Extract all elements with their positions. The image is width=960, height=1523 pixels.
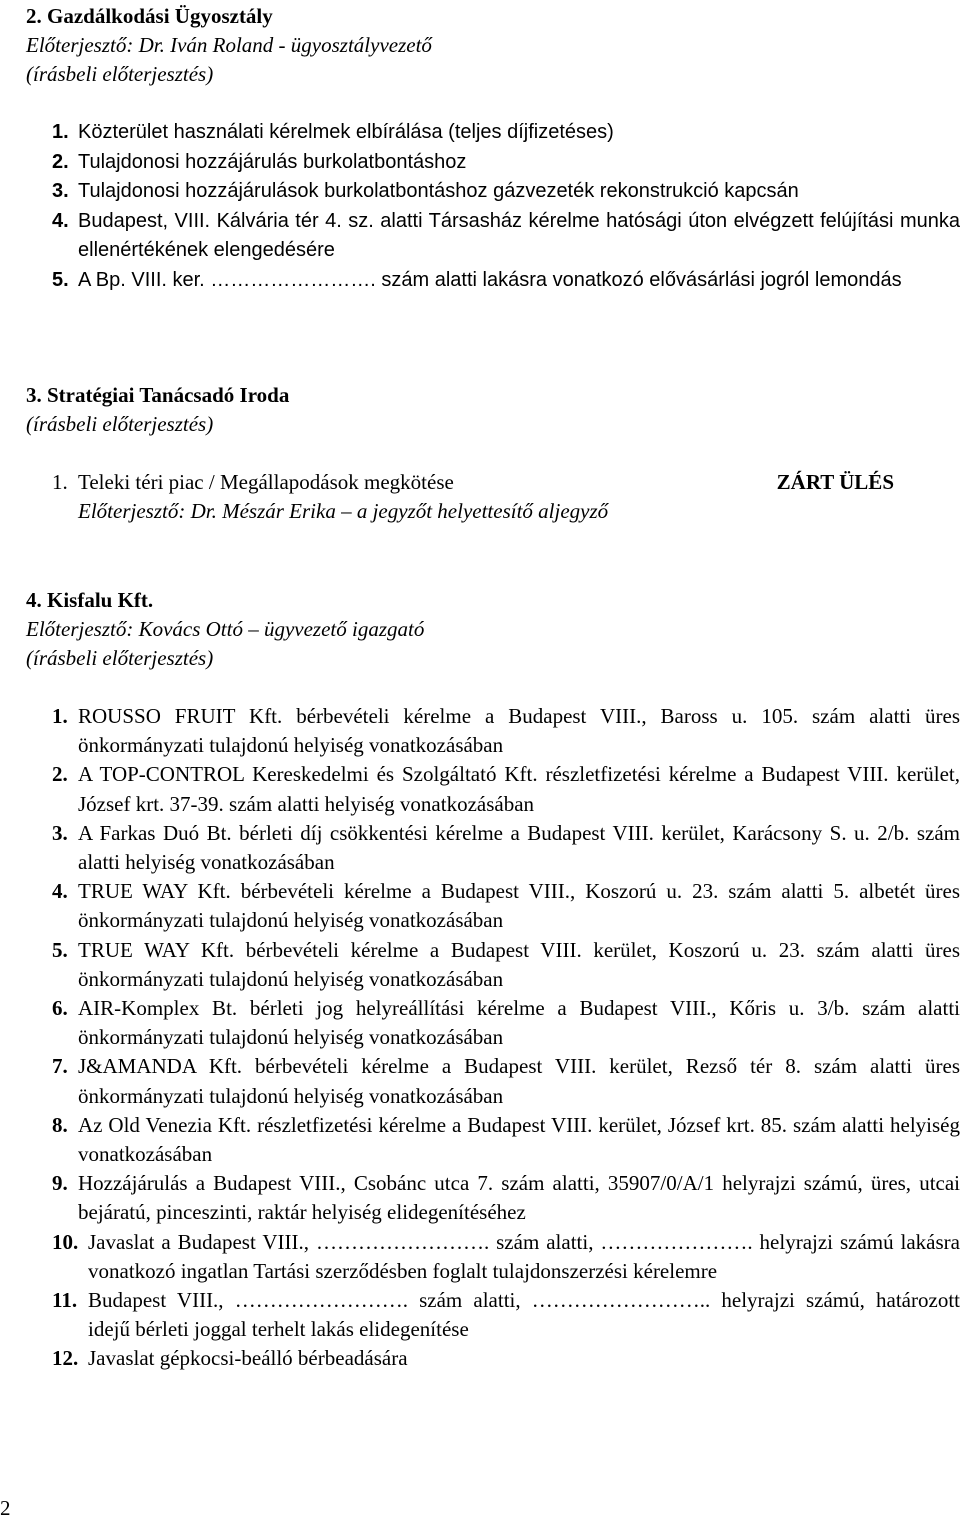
list-item bbox=[26, 1169, 960, 1227]
section-4-header bbox=[26, 586, 960, 673]
item-text: Közterület használati kérelmek elbírálása (teljes díjfizetéses) bbox=[78, 121, 614, 143]
item-number: 1. bbox=[52, 470, 68, 494]
item-number: 12. bbox=[52, 1346, 79, 1371]
item-text: Tulajdonosi hozzájárulás burkolatbontáshoz bbox=[78, 150, 467, 173]
item-text: ROUSSO FRUIT Kft. bérbevételi kérelme a Budapest VIII., Baross u. 105. szám alatti üres önkormányzati tulajdonú helyiség vonatkozásában bbox=[78, 704, 960, 758]
list-item bbox=[26, 1111, 960, 1169]
item-number: 7. bbox=[52, 1054, 68, 1079]
section-2-presenter: Előterjesztő: Dr. Iván Roland - ügyosztályvezető bbox=[26, 33, 432, 57]
item-row bbox=[78, 468, 960, 497]
closed-session-badge: ZÁRT ÜLÉS bbox=[776, 470, 894, 494]
item-number: 2. bbox=[52, 762, 68, 787]
item-text: Hozzájárulás a Budapest VIII., Csobánc utca 7. szám alatti, 35907/0/A/1 helyrajzi számú, üres, utcai bejáratú, pinceszinti, raktár helyiség elidegenítéséhez bbox=[78, 1171, 960, 1225]
item-number: 1. bbox=[52, 704, 68, 728]
item-number: 2. bbox=[52, 150, 69, 173]
item-text: Budapest, VIII. Kálvária tér 4. sz. alatti Társasház kérelme hatósági úton elvégzett felújítási munka ellenértékének elengedésére bbox=[78, 209, 960, 261]
list-item bbox=[26, 118, 960, 148]
list-item bbox=[26, 1228, 960, 1286]
list-item bbox=[26, 1344, 960, 1373]
section-4-presenter: Előterjesztő: Kovács Ottó – ügyvezető igazgató bbox=[26, 617, 425, 641]
section-3-title: 3. Stratégiai Tanácsadó Iroda bbox=[26, 383, 290, 407]
item-number: 3. bbox=[52, 180, 69, 202]
list-item bbox=[26, 819, 960, 877]
list-item bbox=[26, 702, 960, 760]
item-number: 11. bbox=[52, 1288, 78, 1313]
item-number: 8. bbox=[52, 1112, 68, 1137]
list-item bbox=[26, 148, 960, 178]
list-item bbox=[26, 877, 960, 935]
section-4-title: 4. Kisfalu Kft. bbox=[26, 588, 154, 612]
list-item bbox=[26, 936, 960, 994]
item-text: A Farkas Duó Bt. bérleti díj csökkentési kérelme a Budapest VIII. kerület, Karácsony S. u. 2/b. szám alatti helyiség vonatkozásában bbox=[78, 820, 960, 875]
list-item bbox=[26, 468, 960, 526]
list-item bbox=[26, 994, 960, 1052]
section-2-title: 2. Gazdálkodási Ügyosztály bbox=[26, 4, 273, 28]
section-4-note: (írásbeli előterjesztés) bbox=[26, 646, 214, 670]
section-2-note: (írásbeli előterjesztés) bbox=[26, 62, 214, 86]
list-item bbox=[26, 207, 960, 266]
section-3-note: (írásbeli előterjesztés) bbox=[26, 412, 214, 436]
page-number: 2 bbox=[0, 1496, 11, 1520]
item-number: 9. bbox=[52, 1171, 68, 1196]
section-2-header bbox=[26, 2, 960, 89]
item-presenter: Előterjesztő: Dr. Mészár Erika – a jegyzőt helyettesítő aljegyző bbox=[78, 499, 609, 523]
item-number: 10. bbox=[52, 1229, 79, 1254]
section-3-header bbox=[26, 381, 960, 439]
item-text: Javaslat a Budapest VIII., ……………………. szám alatti, …………………. helyrajzi számú lakásra vonatkozó ingatlan Tartási szerződésben foglalt tulajdonszerzési kérelemre bbox=[88, 1229, 960, 1283]
list-item bbox=[26, 266, 960, 296]
item-text: A TOP-CONTROL Kereskedelmi és Szolgáltató Kft. részletfizetési kérelme a Budapest VIII. kerület, József krt. 37-39. szám alatti helyiség vonatkozásában bbox=[78, 762, 960, 816]
list-item bbox=[26, 1052, 960, 1110]
item-number: 3. bbox=[52, 820, 68, 845]
item-number: 1. bbox=[52, 121, 69, 143]
item-number: 5. bbox=[52, 937, 68, 962]
item-text: Budapest VIII., ……………………. szám alatti, …………………….. helyrajzi számú, határozott idejű bérleti joggal terhelt lakás elidegenítése bbox=[88, 1288, 960, 1342]
item-text: J&AMANDA Kft. bérbevételi kérelme a Budapest VIII. kerület, Rezső tér 8. szám alatti üres önkormányzati tulajdonú helyiség vonatkozásában bbox=[78, 1054, 960, 1108]
item-text: Az Old Venezia Kft. részletfizetési kérelme a Budapest VIII. kerület, József krt. 85. szám alatti helyiség vonatkozásában bbox=[78, 1112, 960, 1167]
section-4-list bbox=[26, 702, 960, 1374]
list-item bbox=[26, 760, 960, 818]
item-text: Teleki téri piac / Megállapodások megkötése bbox=[78, 470, 454, 494]
item-text: A Bp. VIII. ker. ……………………. szám alatti lakásra vonatkozó elővásárlási jogról lemondás bbox=[78, 268, 902, 291]
item-text: TRUE WAY Kft. bérbevételi kérelme a Budapest VIII. kerület, Koszorú u. 23. szám alatti üres önkormányzati tulajdonú helyiség vonatkozásában bbox=[78, 937, 960, 991]
list-item bbox=[26, 177, 960, 207]
item-text: Javaslat gépkocsi-beálló bérbeadására bbox=[88, 1346, 408, 1371]
list-item bbox=[26, 1286, 960, 1344]
item-text: AIR-Komplex Bt. bérleti jog helyreállítási kérelme a Budapest VIII., Kőris u. 3/b. szám alatti önkormányzati tulajdonú helyiség vonatkozásában bbox=[78, 996, 960, 1050]
item-number: 5. bbox=[52, 268, 69, 291]
item-text: Tulajdonosi hozzájárulások burkolatbontáshoz gázvezeték rekonstrukció kapcsán bbox=[78, 180, 799, 202]
item-number: 6. bbox=[52, 996, 68, 1021]
item-number: 4. bbox=[52, 879, 68, 904]
item-number: 4. bbox=[52, 209, 69, 232]
section-2-list bbox=[26, 118, 960, 295]
section-3-item bbox=[26, 468, 960, 526]
item-text: TRUE WAY Kft. bérbevételi kérelme a Budapest VIII., Koszorú u. 23. szám alatti 5. albetét üres önkormányzati tulajdonú helyiség vonatkozásában bbox=[78, 879, 960, 933]
